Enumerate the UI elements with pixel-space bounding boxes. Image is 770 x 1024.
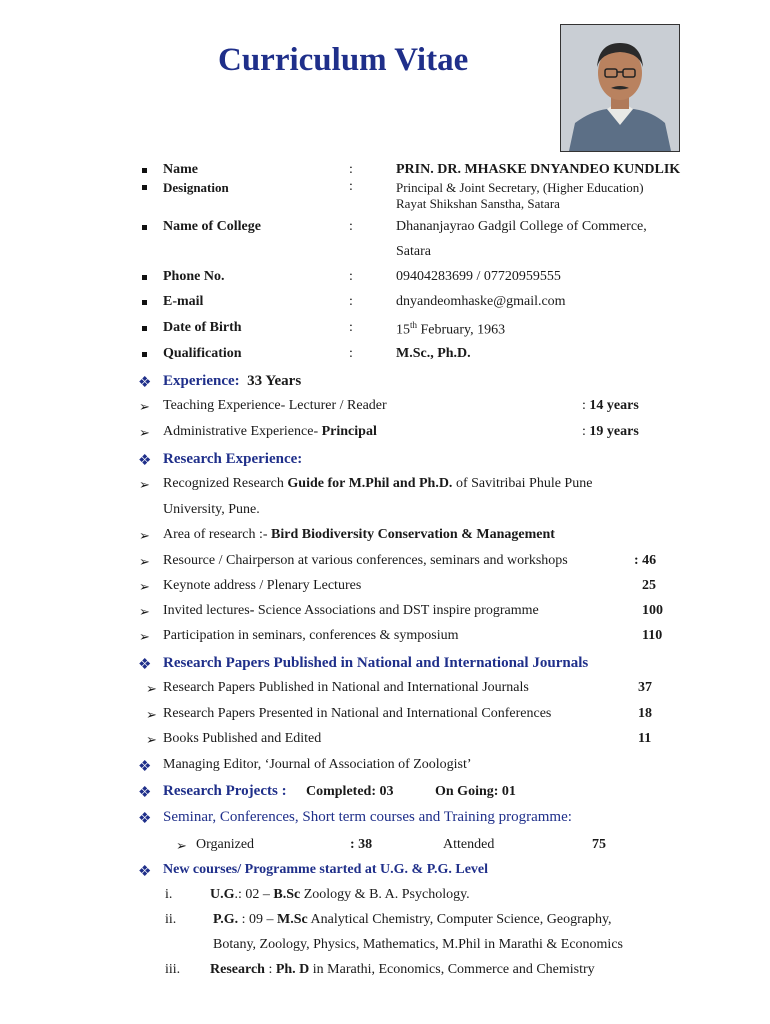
designation-label: Designation bbox=[163, 180, 229, 195]
arrow-bullet-icon: ➢ bbox=[139, 399, 150, 414]
square-bullet-icon bbox=[142, 168, 147, 173]
ug-label: U.G bbox=[210, 887, 235, 902]
organized-label: Organized bbox=[196, 837, 255, 852]
guide-pre: Recognized Research bbox=[163, 476, 288, 491]
resource-value: : 46 bbox=[634, 553, 657, 568]
arrow-bullet-icon: ➢ bbox=[139, 528, 150, 543]
designation-value: Principal & Joint Secretary, (Higher Education) bbox=[396, 180, 644, 195]
teaching-experience-label: Teaching Experience- Lecturer / Reader bbox=[163, 398, 387, 413]
course-research bbox=[210, 962, 595, 978]
profile-photo bbox=[560, 24, 680, 152]
invited-dash: - bbox=[249, 603, 255, 618]
participation-label: Participation in seminars, conferences & symposium bbox=[163, 628, 459, 643]
diamond-bullet-icon: ❖ bbox=[138, 864, 152, 880]
arrow-bullet-icon: ➢ bbox=[139, 477, 150, 492]
phone-label: Phone No. bbox=[163, 269, 225, 284]
ug-subjects: Zoology & B. A. Psychology. bbox=[300, 887, 470, 902]
qualification-label: Qualification bbox=[163, 346, 242, 361]
college-label: Name of College bbox=[163, 219, 261, 234]
list-number: iii. bbox=[165, 962, 181, 977]
colon: : bbox=[349, 179, 353, 194]
research-guide bbox=[163, 476, 592, 492]
guide-bold: Guide for M.Phil and Ph.D. bbox=[287, 476, 453, 491]
organized-value: : 38 bbox=[350, 837, 373, 852]
arrow-bullet-icon: ➢ bbox=[139, 425, 150, 440]
diamond-bullet-icon: ❖ bbox=[138, 453, 152, 469]
colon: : bbox=[582, 398, 590, 413]
arrow-bullet-icon: ➢ bbox=[139, 604, 150, 619]
papers-presented-value: 18 bbox=[638, 706, 652, 721]
projects-heading: Research Projects : bbox=[163, 783, 287, 799]
papers-published-label: Research Papers Published in National and International Journals bbox=[163, 680, 529, 695]
phd-subjects: in Marathi, Economics, Commerce and Chemistry bbox=[309, 962, 595, 977]
books-label: Books Published and Edited bbox=[163, 731, 322, 746]
name-label: Name bbox=[163, 162, 198, 177]
admin-label-text: Administrative Experience- bbox=[163, 424, 322, 439]
invited-post: Science Associations and DST inspire programme bbox=[254, 603, 539, 618]
course-pg bbox=[213, 912, 612, 928]
arrow-bullet-icon: ➢ bbox=[176, 838, 187, 853]
course-ug bbox=[210, 887, 470, 903]
invited-value: 100 bbox=[642, 603, 663, 618]
diamond-bullet-icon: ❖ bbox=[138, 811, 152, 827]
projects-completed: Completed: 03 bbox=[306, 784, 394, 799]
research-area bbox=[163, 527, 555, 543]
projects-ongoing: On Going: 01 bbox=[435, 784, 516, 799]
square-bullet-icon bbox=[142, 185, 147, 190]
diamond-bullet-icon: ❖ bbox=[138, 759, 152, 775]
email-label: E-mail bbox=[163, 294, 204, 309]
research-experience-heading: Research Experience: bbox=[163, 451, 303, 467]
page-title: Curriculum Vitae bbox=[218, 42, 469, 78]
colon: : bbox=[264, 962, 276, 977]
pg-count: : 09 – bbox=[238, 912, 278, 927]
admin-role: Principal bbox=[321, 424, 377, 439]
phd-label: Ph. D bbox=[275, 962, 310, 977]
area-pre: Area of research :- bbox=[163, 527, 272, 542]
arrow-bullet-icon: ➢ bbox=[146, 707, 157, 722]
papers-presented-label: Research Papers Presented in National and International Conferences bbox=[163, 706, 552, 721]
experience-heading: Experience: bbox=[163, 373, 240, 389]
diamond-bullet-icon: ❖ bbox=[138, 375, 152, 391]
ug-degree: B.Sc bbox=[273, 887, 301, 902]
arrow-bullet-icon: ➢ bbox=[146, 681, 157, 696]
admin-experience-value bbox=[582, 424, 639, 440]
course-pg-line2: Botany, Zoology, Physics, Mathematics, M.Phil in Marathi & Economics bbox=[213, 937, 623, 952]
arrow-bullet-icon: ➢ bbox=[146, 732, 157, 747]
colon: : bbox=[349, 346, 353, 361]
arrow-bullet-icon: ➢ bbox=[139, 554, 150, 569]
pg-label: P.G. bbox=[213, 912, 239, 927]
college-value: Dhananjayrao Gadgil College of Commerce, bbox=[396, 219, 647, 234]
attended-label: Attended bbox=[443, 837, 495, 852]
keynote-value: 25 bbox=[642, 578, 656, 593]
colon: : bbox=[349, 294, 353, 309]
area-bold: Bird Biodiversity Conservation & Management bbox=[271, 527, 555, 542]
diamond-bullet-icon: ❖ bbox=[138, 785, 152, 801]
keynote-label: Keynote address / Plenary Lectures bbox=[163, 578, 362, 593]
portrait-image bbox=[561, 25, 679, 151]
research-label: Research bbox=[210, 962, 265, 977]
admin-years: 19 years bbox=[589, 424, 639, 439]
seminar-heading: Seminar, Conferences, Short term courses and Training programme: bbox=[163, 809, 572, 825]
diamond-bullet-icon: ❖ bbox=[138, 657, 152, 673]
dob-label: Date of Birth bbox=[163, 320, 242, 335]
pg-degree: M.Sc bbox=[277, 912, 308, 927]
square-bullet-icon bbox=[142, 225, 147, 230]
papers-heading: Research Papers Published in National and International Journals bbox=[163, 655, 589, 671]
ug-count: .: 02 – bbox=[234, 887, 274, 902]
participation-value: 110 bbox=[642, 628, 663, 643]
colon: : bbox=[582, 424, 590, 439]
papers-published-value: 37 bbox=[638, 680, 652, 695]
list-number: ii. bbox=[165, 912, 177, 927]
phone-value: 09404283699 / 07720959555 bbox=[396, 269, 561, 284]
qualification-value: M.Sc., Ph.D. bbox=[396, 346, 471, 361]
square-bullet-icon bbox=[142, 275, 147, 280]
name-value: PRIN. DR. MHASKE DNYANDEO KUNDLIK bbox=[396, 162, 681, 177]
square-bullet-icon bbox=[142, 326, 147, 331]
courses-heading: New courses/ Programme started at U.G. & P.G. Level bbox=[163, 862, 489, 877]
arrow-bullet-icon: ➢ bbox=[139, 579, 150, 594]
teaching-years: 14 years bbox=[589, 398, 639, 413]
experience-total: 33 Years bbox=[247, 373, 302, 389]
resource-label: Resource / Chairperson at various conferences, seminars and workshops bbox=[163, 553, 568, 568]
arrow-bullet-icon: ➢ bbox=[139, 629, 150, 644]
colon: : bbox=[349, 269, 353, 284]
designation-value-line2: Rayat Shikshan Sanstha, Satara bbox=[396, 196, 560, 211]
college-value-line2: Satara bbox=[396, 244, 431, 259]
dob-day: 15 bbox=[396, 322, 410, 338]
books-value: 11 bbox=[638, 731, 652, 746]
dob-value bbox=[396, 320, 505, 339]
pg-subjects: Analytical Chemistry, Computer Science, Geography, bbox=[307, 912, 612, 927]
dob-rest: February, 1963 bbox=[417, 322, 506, 338]
colon: : bbox=[349, 320, 353, 335]
teaching-experience-value bbox=[582, 398, 639, 414]
square-bullet-icon bbox=[142, 352, 147, 357]
admin-experience-label bbox=[163, 424, 377, 440]
colon: : bbox=[349, 162, 353, 177]
attended-value: 75 bbox=[592, 837, 606, 852]
experience-section bbox=[163, 373, 301, 390]
invited-label bbox=[163, 603, 539, 619]
dob-suffix: th bbox=[410, 320, 418, 330]
colon: : bbox=[349, 219, 353, 234]
managing-editor: Managing Editor, ‘Journal of Association of Zoologist’ bbox=[163, 757, 472, 772]
square-bullet-icon bbox=[142, 300, 147, 305]
email-value: dnyandeomhaske@gmail.com bbox=[396, 294, 566, 309]
research-guide-line2: University, Pune. bbox=[163, 502, 260, 517]
list-number: i. bbox=[165, 887, 173, 902]
guide-post: of Savitribai Phule Pune bbox=[452, 476, 593, 491]
invited-pre: Invited lectures bbox=[163, 603, 250, 618]
